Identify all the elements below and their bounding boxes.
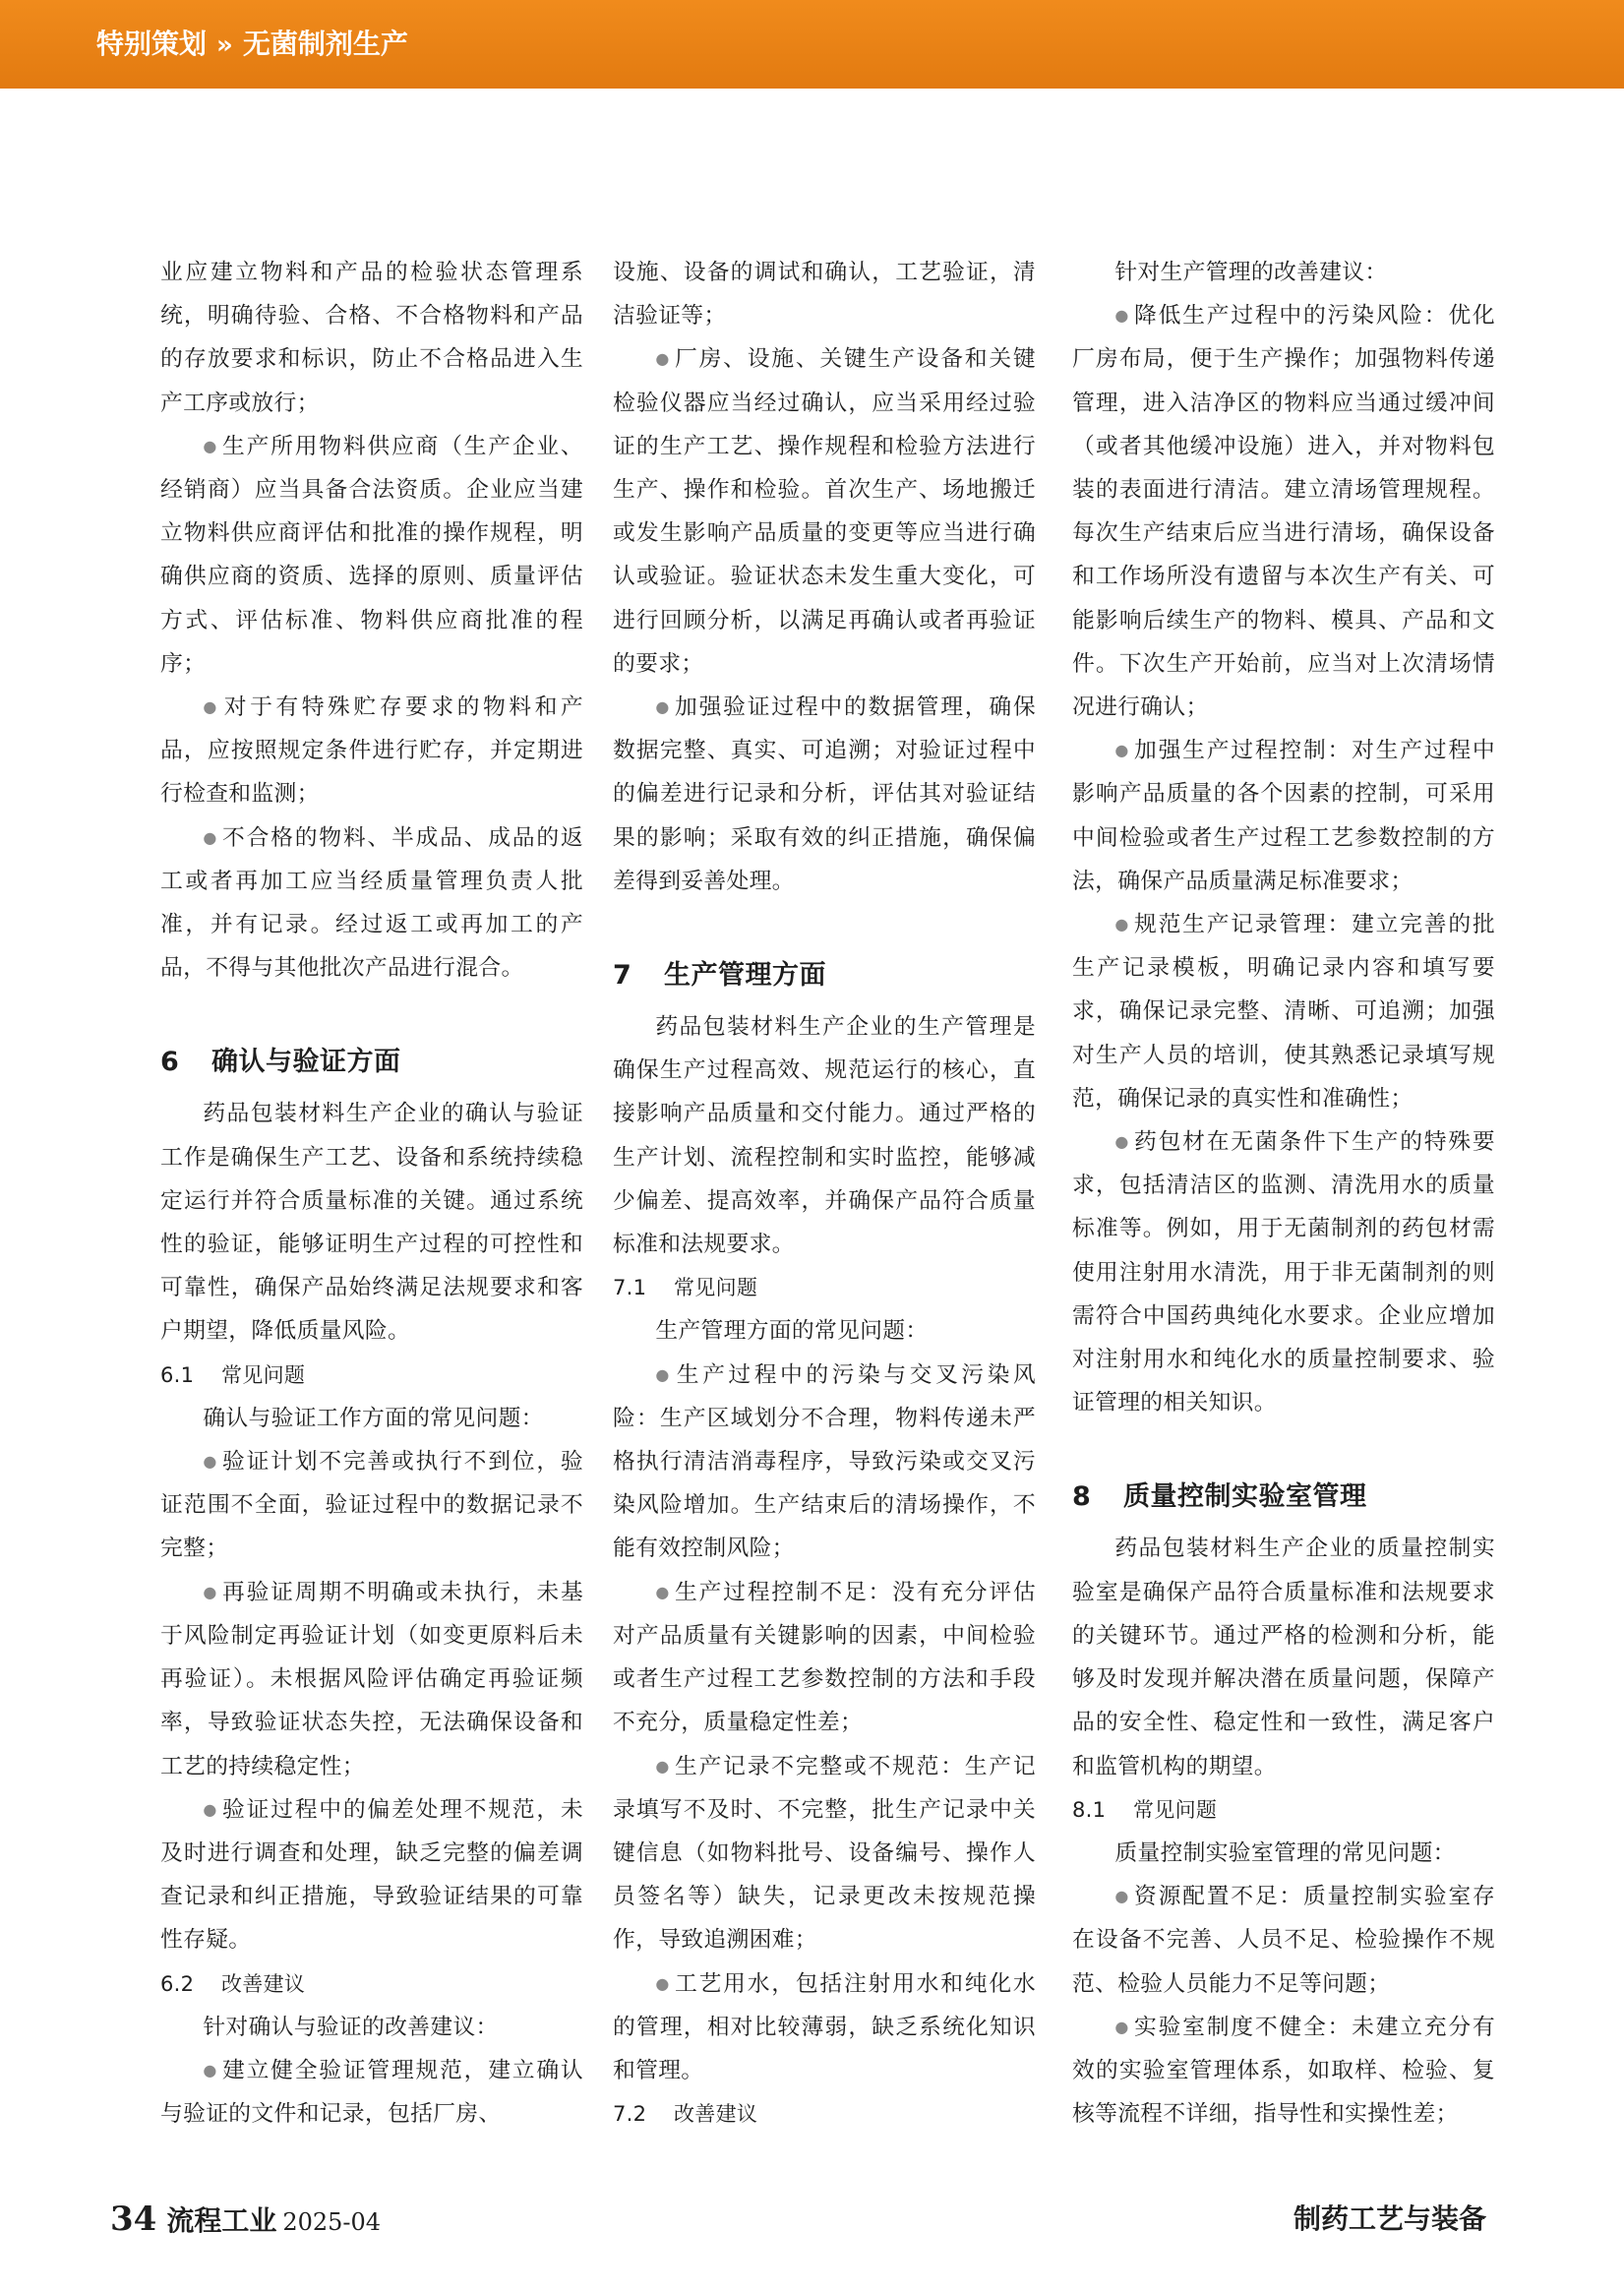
list-item-text: 实验室制度不健全：未建立充分有效的实验室管理体系，如取样、检验、复核等流程不详细，指导性和实操性差； [1072, 2014, 1496, 2128]
list-item [160, 2049, 583, 2136]
list-item-text: 生产过程中的污染与交叉污染风险：生产区域划分不合理，物料传递未严格执行清洁消毒程序，导致污染或交叉污染风险增加。生产结束后的清场操作，不能有效控制风险； [613, 1361, 1036, 1562]
list-item [160, 686, 583, 816]
subsection-heading [160, 1354, 583, 1397]
subsection-title: 改善建议 [221, 1971, 306, 1996]
list-item-text: 不合格的物料、半成品、成品的返工或者再加工应当经质量管理负责人批准，并有记录。经过返工或再加工的产品，不得与其他批次产品进行混合。 [160, 824, 584, 982]
bullet-icon: ● [655, 1756, 672, 1776]
section-number: 6 [160, 1047, 180, 1078]
column-left [160, 251, 583, 2136]
list-item-text: 验证过程中的偏差处理不规范，未及时进行调查和处理，缺乏完整的偏差调查记录和纠正措施，导致验证结果的可靠性存疑。 [160, 1796, 584, 1954]
bullet-icon: ● [1114, 306, 1131, 326]
subsection-number: 8.1 [1072, 1797, 1107, 1822]
section-heading [1072, 1468, 1495, 1527]
bullet-icon: ● [203, 2060, 219, 2080]
paragraph: 药品包装材料生产企业的确认与验证工作是确保生产工艺、设备和系统持续稳定运行并符合质量标准的关键。通过系统性的验证，能够证明生产过程的可控性和可靠性，确保产品始终满足法规要求和客户期望，降低质量风险。 [160, 1101, 583, 1345]
list-item-text: 生产所用物料供应商（生产企业、经销商）应当具备合法资质。企业应当建立物料供应商评估和批准的操作规程，明确供应商的资质、选择的原则、质量评估方式、评估标准、物料供应商批准的程序； [160, 433, 584, 677]
list-item [1072, 903, 1495, 1120]
subsection-number: 6.2 [160, 1971, 195, 1996]
bullet-icon: ● [655, 1582, 672, 1601]
paragraph: 针对生产管理的改善建议： [1114, 260, 1388, 285]
list-item [1072, 1120, 1495, 1424]
section-heading [613, 946, 1036, 1005]
bullet-icon: ● [655, 1364, 673, 1384]
page-number: 34 [110, 2200, 157, 2239]
paragraph: 业应建立物料和产品的检验状态管理系统，明确待验、合格、不合格物料和产品的存放要求和标识，防止不合格品进入生产工序或放行； [160, 260, 583, 416]
list-item-text: 规范生产记录管理：建立完善的批生产记录模板，明确记录内容和填写要求，确保记录完整、清晰、可追溯；加强对生产人员的培训，使其熟悉记录填写规范，确保记录的真实性和准确性； [1072, 912, 1496, 1112]
journal-name: 流程工业 [166, 2204, 277, 2237]
subsection-number: 7.1 [613, 1276, 647, 1300]
list-item [160, 816, 583, 991]
bullet-icon: ● [203, 1452, 219, 1472]
double-chevron-icon: » [216, 30, 233, 60]
paragraph: 药品包装材料生产企业的质量控制实验室是确保产品符合质量标准和法规要求的关键环节。通过严格的检测和分析，能够及时发现并解决潜在质量问题，保障产品的安全性、稳定性和一致性，满足客户和监管机构的期望。 [1072, 1536, 1495, 1779]
bullet-icon: ● [203, 1799, 219, 1819]
section-number: 7 [613, 960, 632, 992]
list-item-text: 资源配置不足：质量控制实验室存在设备不完善、人员不足、检验操作不规范、检验人员能力不足等问题； [1072, 1884, 1496, 1997]
list-item [160, 1571, 583, 1788]
subsection-title: 常见问题 [1133, 1797, 1218, 1822]
bullet-icon: ● [1114, 741, 1131, 760]
paragraph: 生产管理方面的常见问题： [655, 1318, 929, 1345]
list-item-text: 加强生产过程控制：对生产过程中影响产品质量的各个因素的控制，可采用中间检验或者生产过程工艺参数控制的方法，确保产品质量满足标准要求； [1072, 738, 1496, 894]
bullet-icon: ● [1114, 1887, 1131, 1906]
list-item-text: 生产记录不完整或不规范：生产记录填写不及时、不完整，批生产记录中关键信息（如物料批号、设备编号、操作人员签名等）缺失，记录更改未按规范操作，导致追溯困难； [613, 1753, 1037, 1954]
list-item-text: 工艺用水，包括注射用水和纯化水的管理，相对比较薄弱，缺乏系统化知识和管理。 [613, 1970, 1037, 2083]
header-bar [0, 0, 1624, 89]
section-title: 生产管理方面 [664, 960, 826, 992]
issue-number: 2025-04 [282, 2208, 382, 2236]
list-item-text: 对于有特殊贮存要求的物料和产品，应按照规定条件进行贮存，并定期进行检查和监测； [160, 694, 583, 808]
column-middle [613, 251, 1036, 2136]
list-item-text: 验证计划不完善或执行不到位，验证范围不全面，验证过程中的数据记录不完整； [160, 1449, 584, 1562]
list-item [1072, 2006, 1495, 2137]
column-right [1072, 251, 1495, 2136]
bullet-icon: ● [655, 1973, 672, 1993]
paragraph: 确认与验证工作方面的常见问题： [203, 1405, 544, 1431]
header-title [96, 24, 408, 65]
list-item [160, 425, 583, 686]
header-topic: 无菌制剂生产 [242, 28, 408, 60]
section-number: 8 [1072, 1481, 1092, 1513]
subsection-title: 改善建议 [674, 2102, 758, 2127]
subsection-number: 6.1 [160, 1362, 195, 1387]
list-item-text: 生产过程控制不足：没有充分评估对产品质量有关键影响的因素，中间检验或者生产过程工艺参数控制的方法和手段不充分，质量稳定性差； [613, 1579, 1037, 1736]
list-item [613, 1571, 1036, 1745]
header-section: 特别策划 [96, 28, 208, 60]
list-item-text: 再验证周期不明确或未执行，未基于风险制定再验证计划（如变更原料后未再验证）。未根据风险评估确定再验证频率，导致验证状态失控，无法确保设备和工艺的持续稳定性； [160, 1579, 584, 1779]
list-item [160, 1788, 583, 1962]
list-item [1072, 294, 1495, 729]
paragraph: 药品包装材料生产企业的生产管理是确保生产过程高效、规范运行的核心，直接影响产品质量和交付能力。通过严格的生产计划、流程控制和实时监控，能够减少偏差、提高效率，并确保产品符合质量标准和法规要求。 [613, 1014, 1036, 1258]
list-item [613, 1354, 1036, 1571]
list-item-text: 加强验证过程中的数据管理，确保数据完整、真实、可追溯；对验证过程中的偏差进行记录和分析，评估其对验证结果的影响；采取有效的纠正措施，确保偏差得到妥善处理。 [613, 694, 1037, 894]
subsection-number: 7.2 [613, 2102, 647, 2127]
list-item [1072, 1875, 1495, 2006]
list-item [613, 337, 1036, 686]
footer-right-title: 制药工艺与装备 [1293, 2202, 1486, 2235]
paragraph: 设施、设备的调试和确认，工艺验证，清洁验证等； [613, 260, 1036, 330]
list-item [613, 686, 1036, 903]
bullet-icon: ● [203, 436, 219, 455]
paragraph: 质量控制实验室管理的常见问题： [1114, 1839, 1456, 1866]
list-item-text: 厂房、设施、关键生产设备和关键检验仪器应当经过确认，应当采用经过验证的生产工艺、操作规程和检验方法进行生产、操作和检验。首次生产、场地搬迁或发生影响产品质量的变更等应当进行确认或验证。验证状态未发生重大变化，可进行回顾分析，以满足再确认或者再验证的要求； [613, 346, 1037, 677]
bullet-icon: ● [655, 697, 672, 717]
bullet-icon: ● [203, 827, 219, 847]
subsection-title: 常见问题 [221, 1362, 306, 1387]
list-item [613, 1745, 1036, 1962]
list-item-text: 建立健全验证管理规范，建立确认与验证的文件和记录，包括厂房、 [160, 2057, 584, 2128]
subsection-heading [613, 1266, 1036, 1309]
bullet-icon: ● [1114, 915, 1131, 934]
list-item-text: 降低生产过程中的污染风险：优化厂房布局，便于生产操作；加强物料传递管理，进入洁净区的物料应当通过缓冲间（或者其他缓冲设施）进入，并对物料包装的表面进行清洁。建立清场管理规程。每次生产结束后应当进行清场，确保设备和工作场所没有遗留与本次生产有关、可能影响后续生产的物料、模具、产品和文件。下次生产开始前，应当对上次清场情况进行确认； [1072, 303, 1496, 721]
bullet-icon: ● [1114, 2017, 1131, 2036]
footer-left [110, 2200, 381, 2239]
paragraph: 针对确认与验证的改善建议： [203, 2014, 499, 2040]
subsection-heading [1072, 1788, 1495, 1832]
bullet-icon: ● [1114, 1132, 1131, 1152]
bullet-icon: ● [655, 349, 672, 369]
list-item [1072, 729, 1495, 903]
bullet-icon: ● [203, 1582, 219, 1601]
list-item [613, 1962, 1036, 2093]
subsection-heading [160, 1962, 583, 2006]
subsection-heading [613, 2092, 1036, 2136]
subsection-title: 常见问题 [674, 1276, 758, 1300]
bullet-icon: ● [203, 697, 220, 717]
section-heading [160, 1033, 583, 1092]
section-title: 确认与验证方面 [211, 1047, 401, 1078]
list-item-text: 药包材在无菌条件下生产的特殊要求，包括清洁区的监测、清洗用水的质量标准等。例如，用于无菌制剂的药包材需使用注射用水清洗，用于非无菌制剂的则需符合中国药典纯化水要求。企业应增加对注射用水和纯化水的质量控制要求、验证管理的相关知识。 [1072, 1129, 1496, 1417]
section-title: 质量控制实验室管理 [1123, 1481, 1367, 1513]
list-item [160, 1440, 583, 1571]
